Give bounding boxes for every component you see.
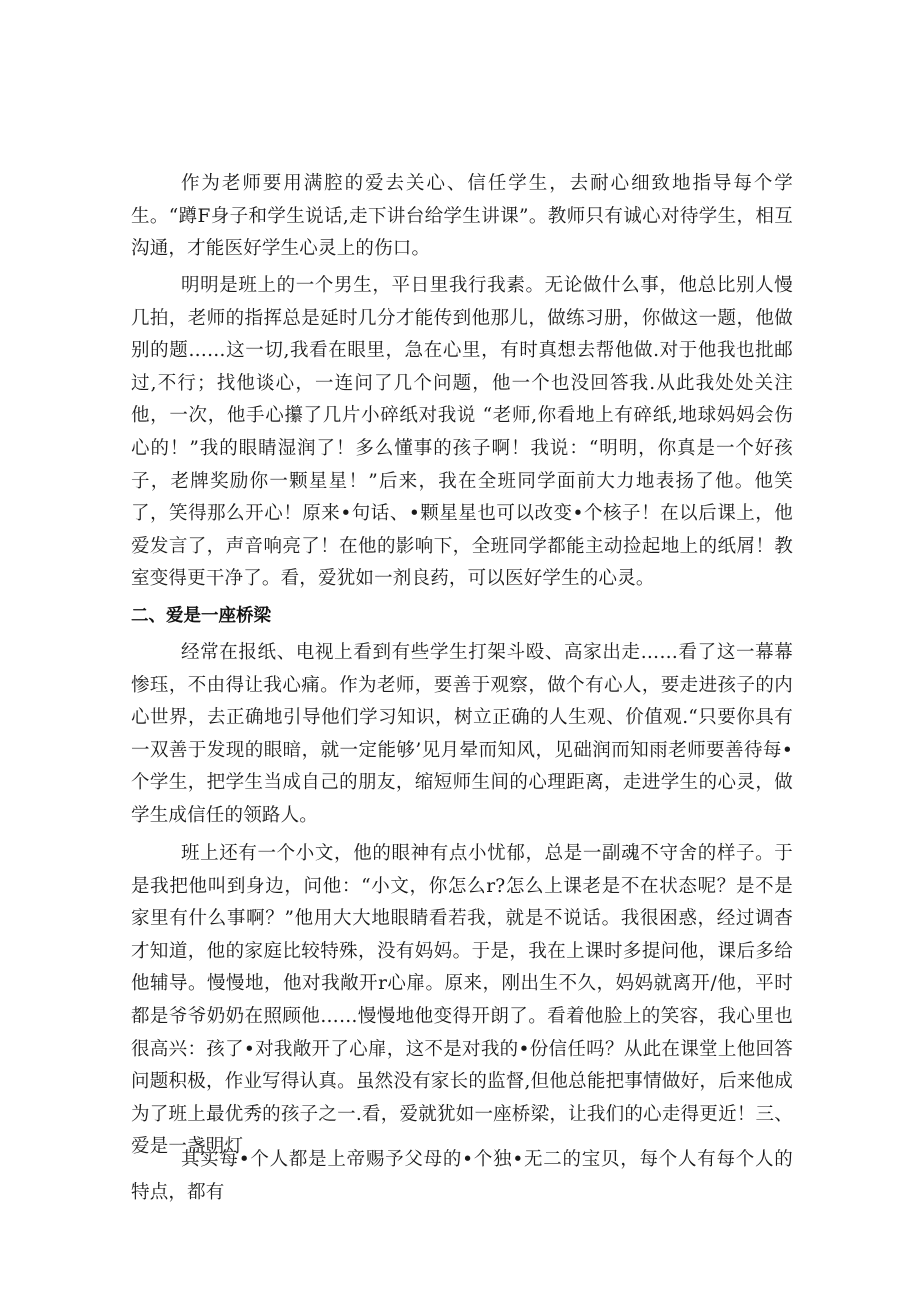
section-heading-bridge: 二、爱是一座桥梁 <box>131 606 271 626</box>
paragraph-xiaowen-story: 班上还有一个小文，他的眼神有点小忧郁，总是一副魂不守舍的样子。于是我把他叫到身边，问他：“小文，你怎么r?怎么上课老是不在状态呢？是不是家里有什么事啊？”他用大大地眼睛看若我，就是不说话。我很困惑，经过调杳才知道，他的家庭比较特殊，没有妈妈。于是，我在上课时多提问他，课后多给他辅导。慢慢地，他对我敞开r心扉。原来，刚出生不久，妈妈就离开/他，平时都是爷爷奶奶在照顾他……慢慢地他变得开朗了。看着他脸上的笑容，我心里也很高兴：孩了•对我敞开了心扉，这不是对我的•份信任吗？从此在课堂上他回答问题积极，作业写得认真。虽然没有家长的监督,但他总能把事情做好，后来他成为了班上最优秀的孩子之一.看，爱就犹如一座桥梁，让我们的心走得更近！三、爱是一盏明灯 <box>131 843 793 1158</box>
paragraph-mingming-story: 明明是班上的一个男生，平日里我行我素。无论做什么事，他总比别人慢几拍，老师的指挥总是延时几分才能传到他那儿，做练习册，你做这一题，他做别的题……这一切,我看在眼里，急在心里，有时真想去帮他做.对于他我也批邮过,不行；找他谈心，一连问了几个问题，他一个也没回答我.从此我处处关注他，一次，他手心攥了几片小碎纸对我说 “老师,你看地上有碎纸,地球妈妈会伤心的！”我的眼睛湿润了！多么懂事的孩子啊！我说：“明明，你真是一个好孩子，老牌奖励你一颗星星！”后来，我在全班同学面前大力地表扬了他。他笑了，笑得那么开心！原来•句话、•颗星星也可以改变•个核子！在以后课上，他爱发言了，声音响亮了！在他的影响下，全班同学都能主动捡起地上的纸屑！教室变得更干净了。看，爱犹如一剂良药，可以医好学生的心灵。 <box>131 275 793 590</box>
paragraph-care-and-trust: 作为老师要用满腔的爱去关心、信任学生，去耐心细致地指导每个学生。“蹲F身子和学生说话,走下讲台给学生讲课”。教师只有诚心对待学生，相互沟通，才能医好学生心灵上的伤口。 <box>131 173 793 260</box>
paragraph-every-child-unique: 其实每•个人都是上帝赐予父母的•个独•无二的宝贝，每个人有每个人的特点，都有 <box>131 1149 793 1203</box>
paragraph-observe-students: 经常在报纸、电视上看到有些学生打架斗殴、高家出走……看了这一幕幕惨珏，不由得让我心痛。作为老师，要善于观察，做个有心人，要走进孩子的内心世界，去正确地引导他们学习知识，树立正确的人生观、价值观.“只要你具有一双善于发现的眼暗，就一定能够’见月晕而知风，见础润而知雨老师要善待每•个学生，把学生当成自己的朋友，缩短师生间的心理距离，走进学生的心灵，做学生成信任的领路人。 <box>131 642 793 826</box>
